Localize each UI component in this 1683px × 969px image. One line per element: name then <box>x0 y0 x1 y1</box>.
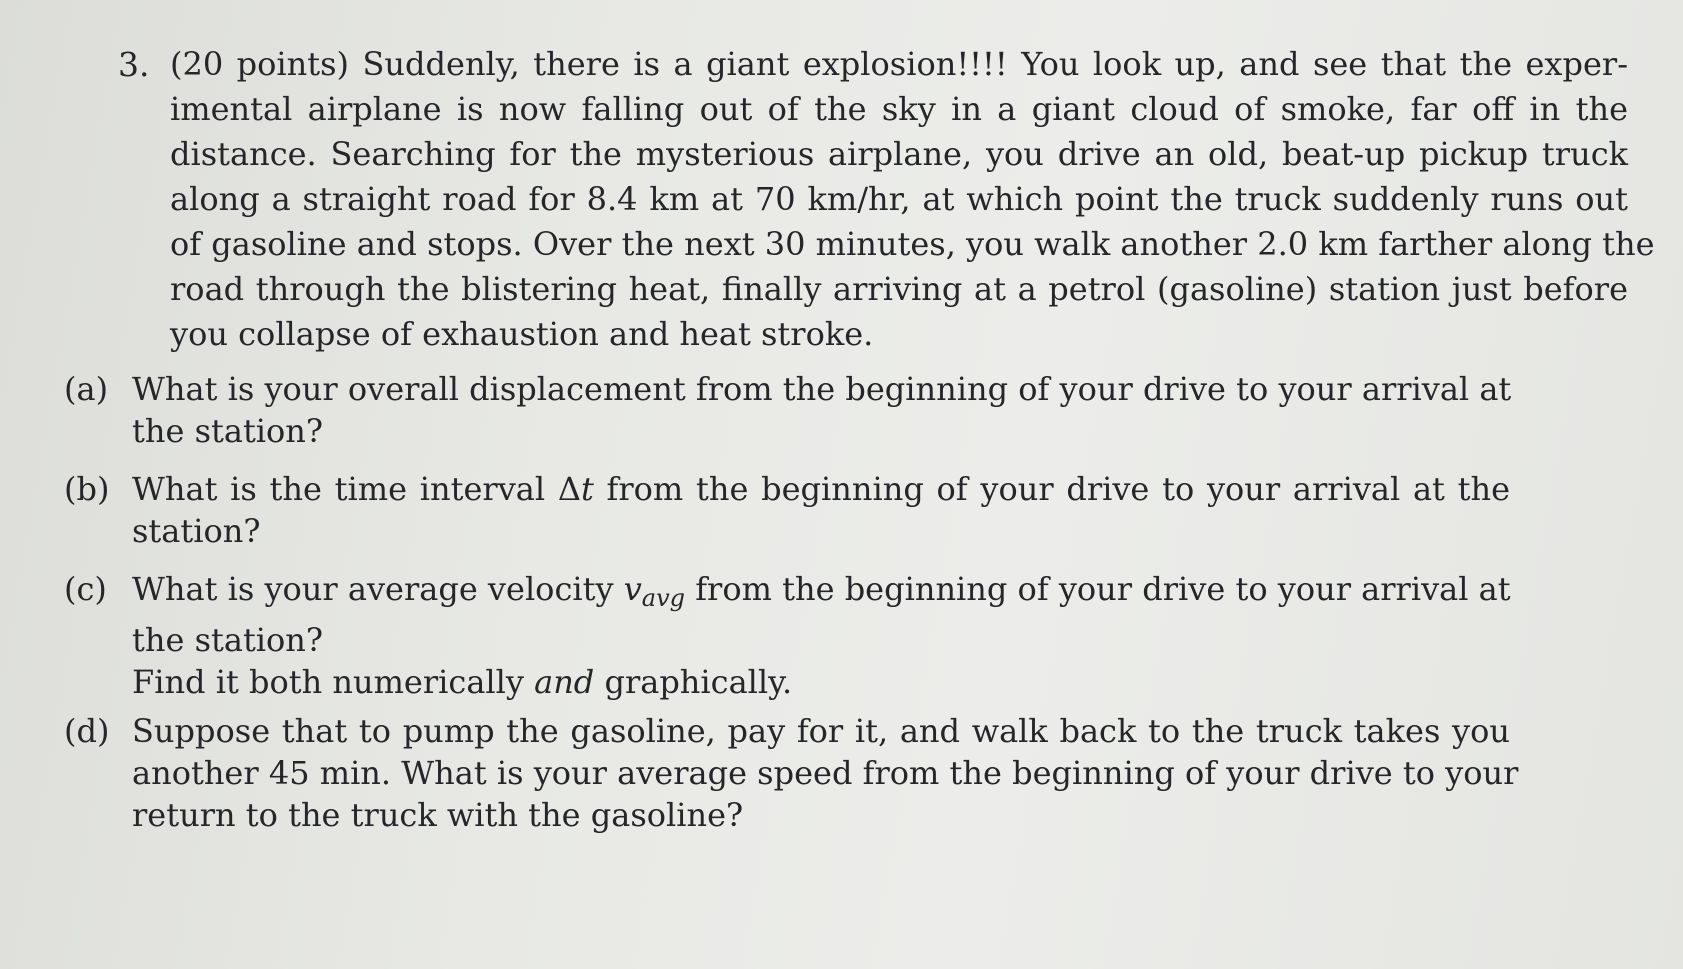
intro-line: of gasoline and stops. Over the next 30 minutes, you walk another 2.0 km farther along the <box>170 225 1655 263</box>
part-label: (c) <box>64 570 107 608</box>
intro-line: imental airplane is now falling out of the sky in a giant cloud of smoke, far off in the <box>170 90 1628 128</box>
intro-line: you collapse of exhaustion and heat stroke. <box>170 315 874 353</box>
emphasis-text: and <box>534 663 595 701</box>
part-line: another 45 min. What is your average speed from the beginning of your drive to your <box>132 754 1519 792</box>
math-v: v <box>623 570 642 608</box>
part-label: (a) <box>64 370 109 408</box>
part-line <box>132 661 1510 703</box>
part-line: station? <box>132 512 261 550</box>
part-text <box>132 710 1519 836</box>
part-line: the station? <box>132 621 324 659</box>
intro-line: road through the blistering heat, finally arriving at a petrol (gasoline) station just before <box>170 270 1628 308</box>
intro-line: (20 points) Suddenly, there is a giant explosion!!!! You look up, and see that the exper- <box>170 45 1628 83</box>
part-line: What is your overall displacement from the beginning of your drive to your arrival at <box>132 370 1512 408</box>
text-run: from the beginning of your drive to your arrival at <box>685 570 1511 608</box>
intro-line: along a straight road for 8.4 km at 70 km/hr, at which point the truck suddenly runs out <box>170 180 1628 218</box>
part-text <box>132 568 1510 703</box>
part-line <box>132 568 1510 619</box>
text-run: graphically. <box>594 663 793 701</box>
part-label: (d) <box>64 712 110 750</box>
part-line: the station? <box>132 412 324 450</box>
part-line: return to the truck with the gasoline? <box>132 796 744 834</box>
part-text <box>132 368 1510 452</box>
part-label: (b) <box>64 470 110 508</box>
delta-symbol: Δ <box>557 470 581 508</box>
math-subscript: avg <box>641 584 686 612</box>
problem-number: 3. <box>118 45 150 84</box>
part-line <box>132 468 1510 510</box>
part-line: Suppose that to pump the gasoline, pay for it, and walk back to the truck takes you <box>132 712 1510 750</box>
text-run: What is your average velocity <box>132 570 624 608</box>
text-run: Find it both numerically <box>132 663 535 701</box>
text-run: from the beginning of your drive to your arrival at the <box>593 470 1511 508</box>
text-run: What is the time interval <box>132 470 558 508</box>
problem-intro <box>170 42 1655 357</box>
intro-line: distance. Searching for the mysterious airplane, you drive an old, beat-up pickup truck <box>170 135 1628 173</box>
math-t: t <box>580 470 594 508</box>
part-text <box>132 468 1510 552</box>
